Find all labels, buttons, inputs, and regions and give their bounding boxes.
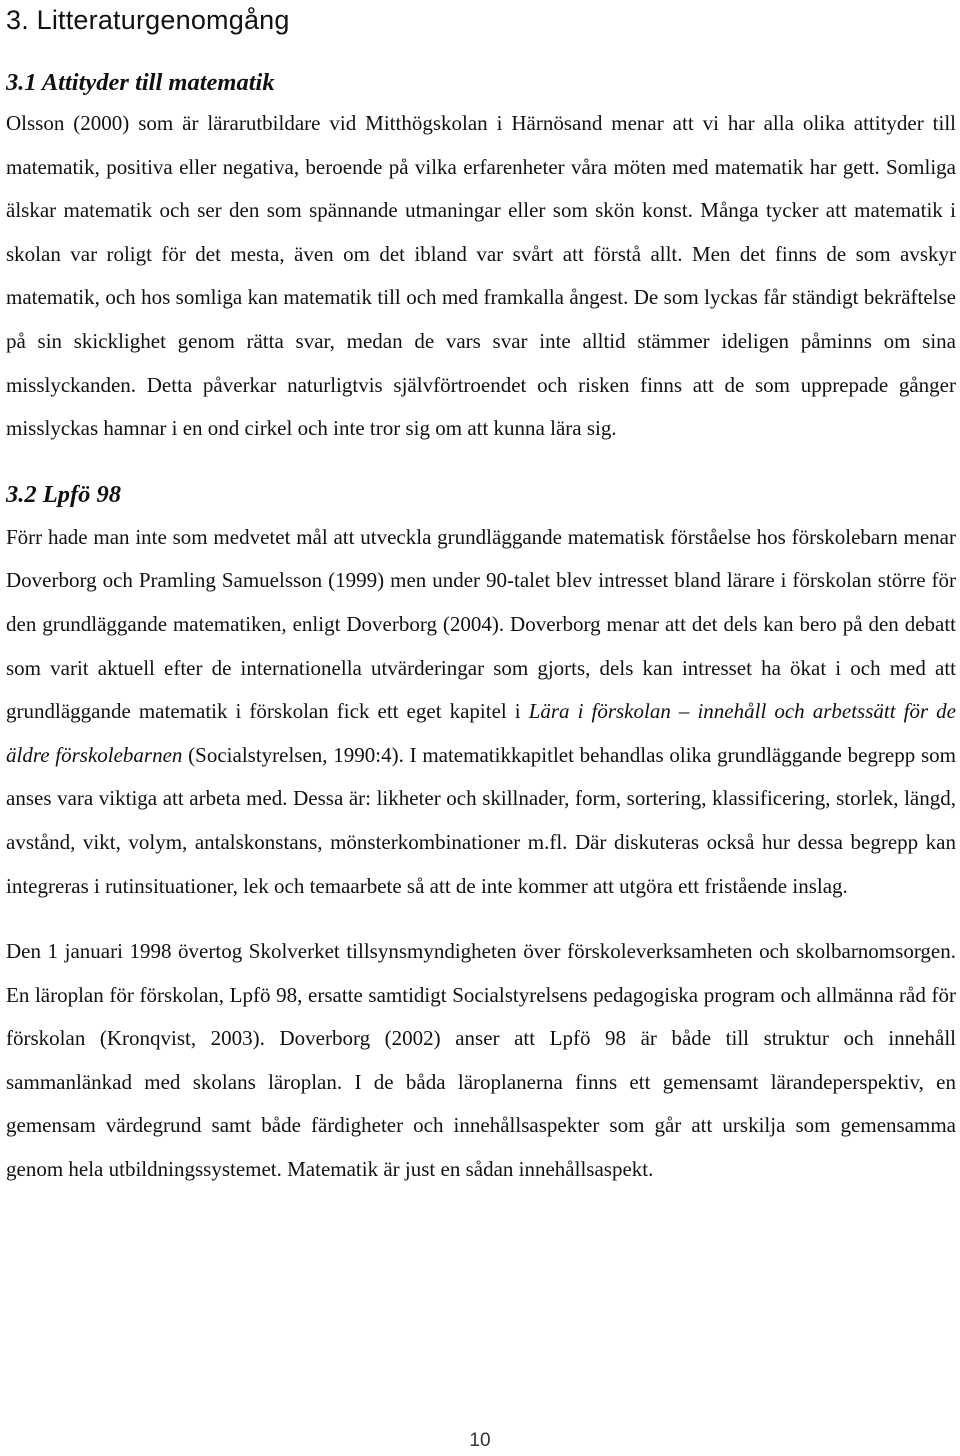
document-page xyxy=(6,0,956,1192)
paragraph-text: (Socialstyrelsen, 1990:4). I matematikkapitlet behandlas olika grundläggande begrepp som anses vara viktiga att arbeta med. Dessa är: likheter och skillnader, form, sortering, klassificering, storlek, längd, avstånd, vikt, volym, antalskonstans, mönsterkombinationer m.fl. Där diskuteras också hur dessa begrepp kan integreras i rutinsituationer, lek och temaarbete så att de inte kommer att utgöra ett fristående inslag. xyxy=(6,742,956,898)
book-title: Lära i förskolan – innehåll och arbetssätt för de äldre förskolebarnen xyxy=(6,699,957,767)
page-number: 10 xyxy=(469,1430,491,1451)
section-heading-attityder: 3.1 Attityder till matematik xyxy=(6,69,275,96)
paragraph-lpfo98-second: Den 1 januari 1998 övertog Skolverket tillsynsmyndigheten över förskoleverksamheten och skolbarnomsorgen. En läroplan för förskolan, Lpfö 98, ersatte samtidigt Socialstyrelsens pedagogiska program och allmänna råd för förskolan (Kronqvist, 2003). Doverborg (2002) anser att Lpfö 98 är både till struktur och innehåll sammanlänkad med skolans läroplan. I de båda läroplanerna finns ett gemensamt lärandeperspektiv, en gemensam värdegrund samt både färdigheter och innehållsaspekter som går att urskilja som gemensamma genom hela utbildningssystemet. Matematik är just en sådan innehållsaspekt. xyxy=(6,939,956,1182)
paragraph-text: Förr hade man inte som medvetet mål att utveckla grundläggande matematisk förståelse hos förskolebarn menar Doverborg och Pramling Samuelsson (1999) men under 90-talet blev intresset bland lärare i förskolan större för den grundläggande matematiken, enligt Doverborg (2004). Doverborg menar att det dels kan bero på den debatt som varit aktuell efter de internationella utvärderingar som gjorts, dels kan intresset ha ökat i och med att grundläggande matematik i förskolan fick ett eget kapitel i xyxy=(6,524,956,724)
chapter-title: 3. Litteraturgenomgång xyxy=(6,5,290,35)
paragraph-lpfo98-first xyxy=(6,516,956,908)
paragraph-attityder: Olsson (2000) som är lärarutbildare vid Mitthögskolan i Härnösand menar att vi har alla olika attityder till matematik, positiva eller negativa, beroende på vilka erfarenheter våra möten med matematik har gett. Somliga älskar matematik och ser den som spännande utmaningar eller som skön konst. Många tycker att matematik i skolan var roligt för det mesta, även om det ibland var svårt att förstå allt. Men det finns de som avskyr matematik, och hos somliga kan matematik till och med framkalla ångest. De som lyckas får ständigt bekräftelse på sin skicklighet genom rätta svar, medan de vars svar inte alltid stämmer ideligen påminns om sina misslyckanden. Detta påverkar naturligtvis självförtroendet och risken finns att de som upprepade gånger misslyckas hamnar i en ond cirkel och inte tror sig om att kunna lära sig. xyxy=(6,111,956,441)
section-heading-lpfo98: 3.2 Lpfö 98 xyxy=(6,480,121,508)
